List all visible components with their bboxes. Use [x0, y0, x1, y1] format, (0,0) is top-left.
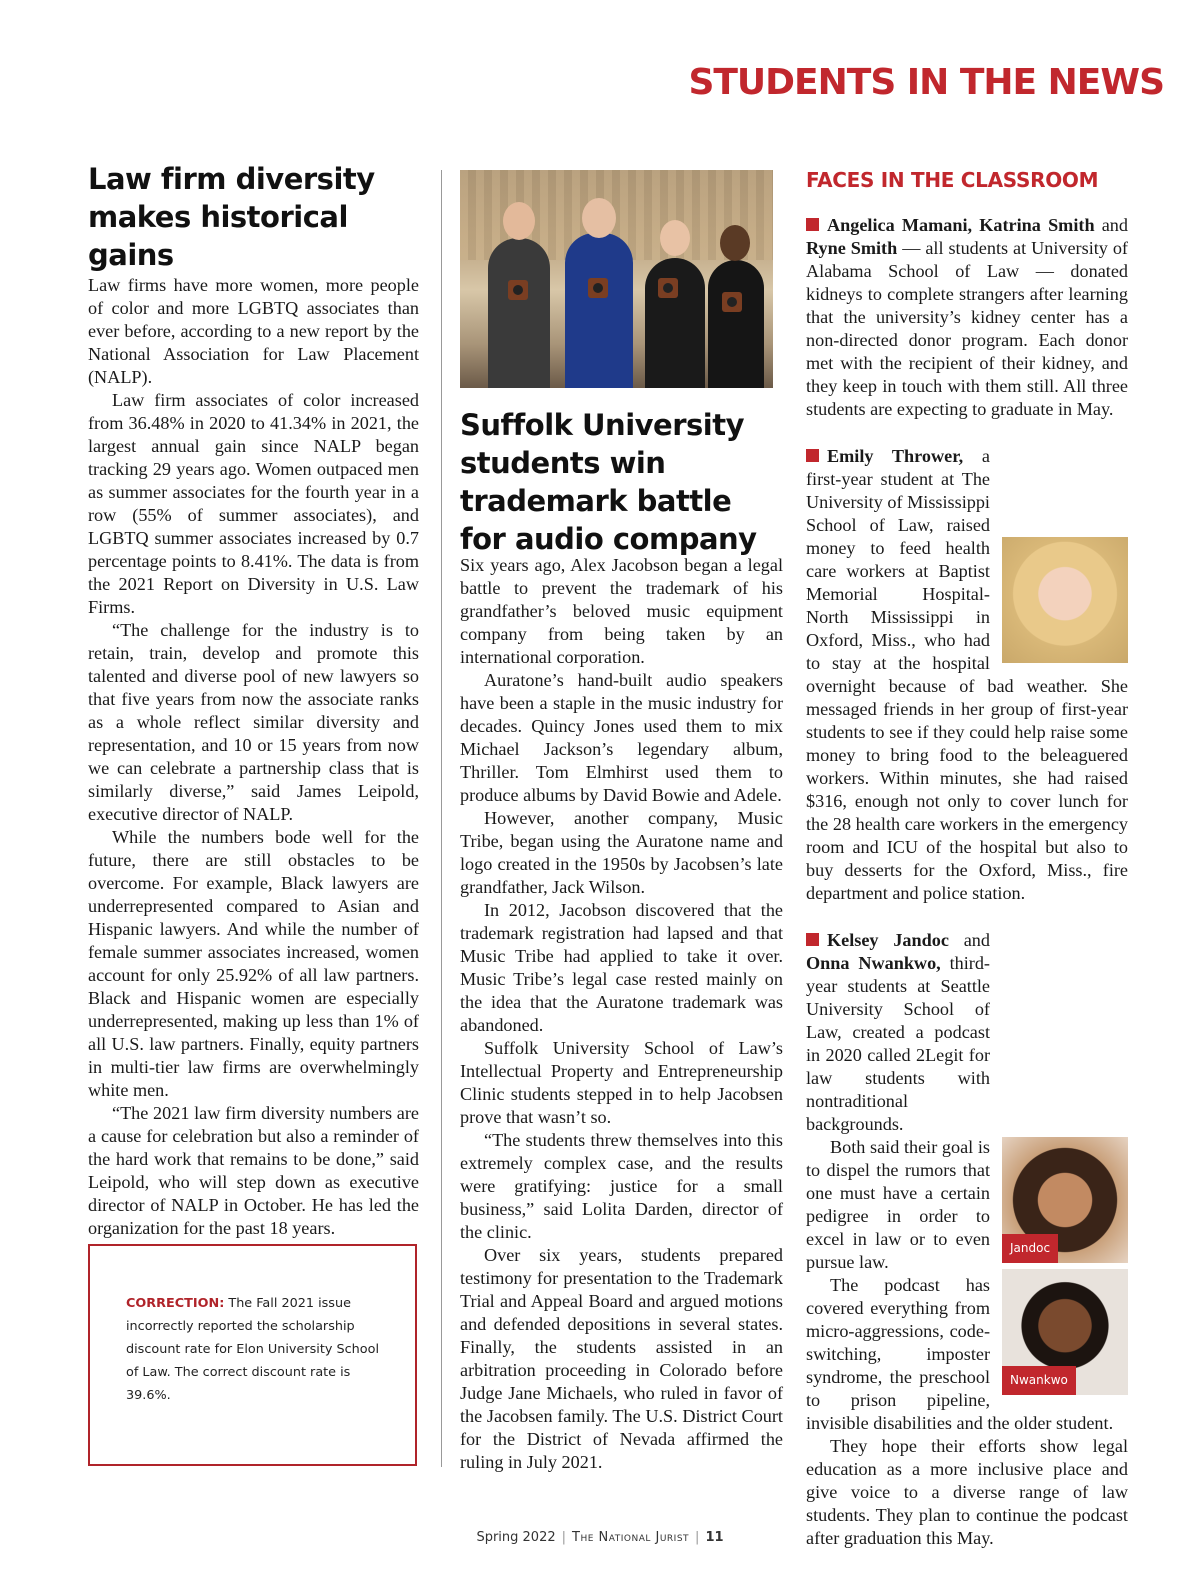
paragraph: Both said their goal is to dispel the rumors that one must have a certain pedigree in order to excel in law or to even pursue law. — [806, 1137, 990, 1272]
bullet-square-icon — [806, 449, 819, 462]
paragraph: Over six years, students prepared testimony for presentation to the Trademark Trial and Appeal Board and argued motions and defended depositions in several states. Finally, the students assisted in an arbitration proceeding in Colorado before Judge Jane Michaels, who ruled in favor of the Jacobsen family. The U.S. District Court for the District of Nevada affirmed the ruling in July 2021. — [460, 1245, 783, 1472]
paragraph: However, another company, Music Tribe, began using the Auratone name and logo created in the 1950s by Jacobsen’s late grandfather, Jack Wilson. — [460, 808, 783, 897]
issue-label: Spring 2022 — [476, 1530, 556, 1545]
item-text: a first-year student at The University of Mississippi School of Law, raised money to feed health care workers at Baptist Memorial Hospital-North Mississippi in Oxford, Miss., who had to stay at the hospital overnight because of bad weather. She messaged friends in her group of first-year students to see if they could help raise some money to bring food to the beleaguered workers. Within minutes, she had raised $316, enough not only to cover lunch for the 28 health care workers in the emergency room and ICU of the hospital but also to buy desserts for the Oxford, Miss., fire department and police station. — [806, 446, 1128, 903]
section-title: STUDENTS IN THE NEWS — [688, 62, 1164, 103]
student-name: Onna Nwankwo, — [806, 953, 941, 973]
paragraph: “The 2021 law firm diversity numbers are a cause for celebration but also a reminder of the hard work that remains to be done,” said Leipold, who will step down as executive director of NALP in October. He has led the organization for the past 18 years. — [88, 1103, 419, 1238]
correction-text — [126, 1292, 386, 1407]
bullet-square-icon — [806, 933, 819, 946]
page-number: 11 — [705, 1530, 724, 1545]
paragraph: While the numbers bode well for the future, there are still obstacles to be overcome. For example, Black lawyers are underrepresented compared to Asian and Hispanic lawyers. And while the number of female summer associates increased, women account for only 25.92% of all law partners. Black and Hispanic women are especially underrepresented, making up less than 1% of all U.S. law partners. Finally, equity partners in multi-tier law firms are overwhelmingly white men. — [88, 827, 419, 1100]
paragraph: Suffolk University School of Law’s Intellectual Property and Entrepreneurship Clinic students stepped in to help Jacobsen prove that wasn’t so. — [460, 1038, 783, 1127]
group-photo — [460, 170, 773, 388]
paragraph: They hope their efforts show legal education as a more inclusive place and give voice to a diverse range of law students. They plan to continue the podcast after graduation this May. — [806, 1436, 1128, 1548]
article-suffolk-trademark — [460, 170, 783, 1474]
correction-label: CORRECTION: — [126, 1296, 225, 1311]
article-body — [460, 554, 783, 1474]
article-body — [88, 274, 419, 1240]
photo-nwankwo — [1002, 1269, 1128, 1395]
student-name: Ryne Smith — [806, 238, 898, 258]
article-headline: Law firm diversity makes historical gains — [88, 162, 375, 272]
kicker: FACES IN THE CLASSROOM — [806, 168, 1099, 192]
correction-box — [88, 1244, 417, 1466]
faces-in-the-classroom — [806, 168, 1128, 1574]
photo-emily-thrower — [1002, 537, 1128, 663]
paragraph: Six years ago, Alex Jacobson began a legal battle to prevent the trademark of his grandfather’s beloved music equipment company from being taken by an international corporation. — [460, 555, 783, 667]
photo-caption: Nwankwo — [1002, 1366, 1076, 1395]
photo-jandoc — [1002, 1137, 1128, 1263]
paragraph: “The challenge for the industry is to retain, train, develop and promote this talented and diverse pool of new lawyers so that five years from now the associate ranks as a whole reflect similar diversity and representation, and 10 or 15 years from now we can celebrate a partnership class that is similarly diverse,” said James Leipold, executive director of NALP. — [88, 620, 419, 824]
student-name: Kelsey Jandoc — [827, 930, 949, 950]
student-name: Emily Thrower, — [827, 446, 964, 466]
student-name: Angelica Mamani, Katrina Smith — [827, 215, 1095, 235]
bullet-square-icon — [806, 218, 819, 231]
item-text: — all students at University of Alabama School of Law — donated kidneys to complete strangers after learning that the university’s kidney center has a non-directed donor program. Each donor met with the recipient of their kidney, and they keep in touch with them still. All three students are expecting to graduate in May. — [806, 238, 1128, 419]
connector: and — [1094, 215, 1128, 235]
paragraph: The podcast has covered everything from micro-aggressions, code-switching, imposter syndrome, the preschool to prison pipeline, invisible disabilities and the older student. — [806, 1275, 1114, 1433]
paragraph: Law firms have more women, more people of color and more LGBTQ associates than ever before, according to a new report by the National Association for Law Placement (NALP). — [88, 275, 419, 387]
column-divider — [441, 170, 442, 1467]
article-law-firm-diversity — [88, 160, 419, 1240]
paragraph: Auratone’s hand-built audio speakers have been a staple in the music industry for decades. Quincy Jones used them to mix Michael Jackson’s legendary album, Thriller. Tom Elmhirst used them to produce albums by David Bowie and Adele. — [460, 670, 783, 805]
paragraph: “The students threw themselves into this extremely complex case, and the results were gratifying: justice for a small business,” said Lolita Darden, director of the clinic. — [460, 1130, 783, 1242]
connector: and — [948, 930, 990, 950]
news-item — [806, 929, 1128, 1550]
correction-body: The Fall 2021 issue incorrectly reported the scholarship discount rate for Elon University School of Law. The correct discount rate is 39.6%. — [126, 1296, 379, 1403]
page-footer: Spring 2022 | The National Jurist | 11 — [476, 1530, 724, 1545]
news-item — [806, 214, 1128, 421]
news-item — [806, 445, 1128, 905]
photo-caption: Jandoc — [1002, 1234, 1058, 1263]
paragraph: In 2012, Jacobson discovered that the trademark registration had lapsed and that Music Tribe had applied to take it over. Music Tribe’s legal case rested mainly on the idea that the Auratone trademark was abandoned. — [460, 900, 783, 1035]
paragraph: Law firm associates of color increased from 36.48% in 2020 to 41.34% in 2021, the largest annual gain since NALP began tracking 29 years ago. Women outpaced men as summer associates for the fourth year in a row (55% of summer associates), and LGBTQ summer associates increased by 0.7 percentage points to 8.41%. The data is from the 2021 Report on Diversity in U.S. Law Firms. — [88, 390, 419, 617]
item-text: third-year students at Seattle University School of Law, created a podcast in 2020 called 2Legit for law students with nontraditional backgrounds. — [806, 953, 990, 1134]
publication-name: The National Jurist — [572, 1530, 690, 1545]
article-headline: Suffolk University students win trademark battle for audio company — [460, 408, 757, 556]
